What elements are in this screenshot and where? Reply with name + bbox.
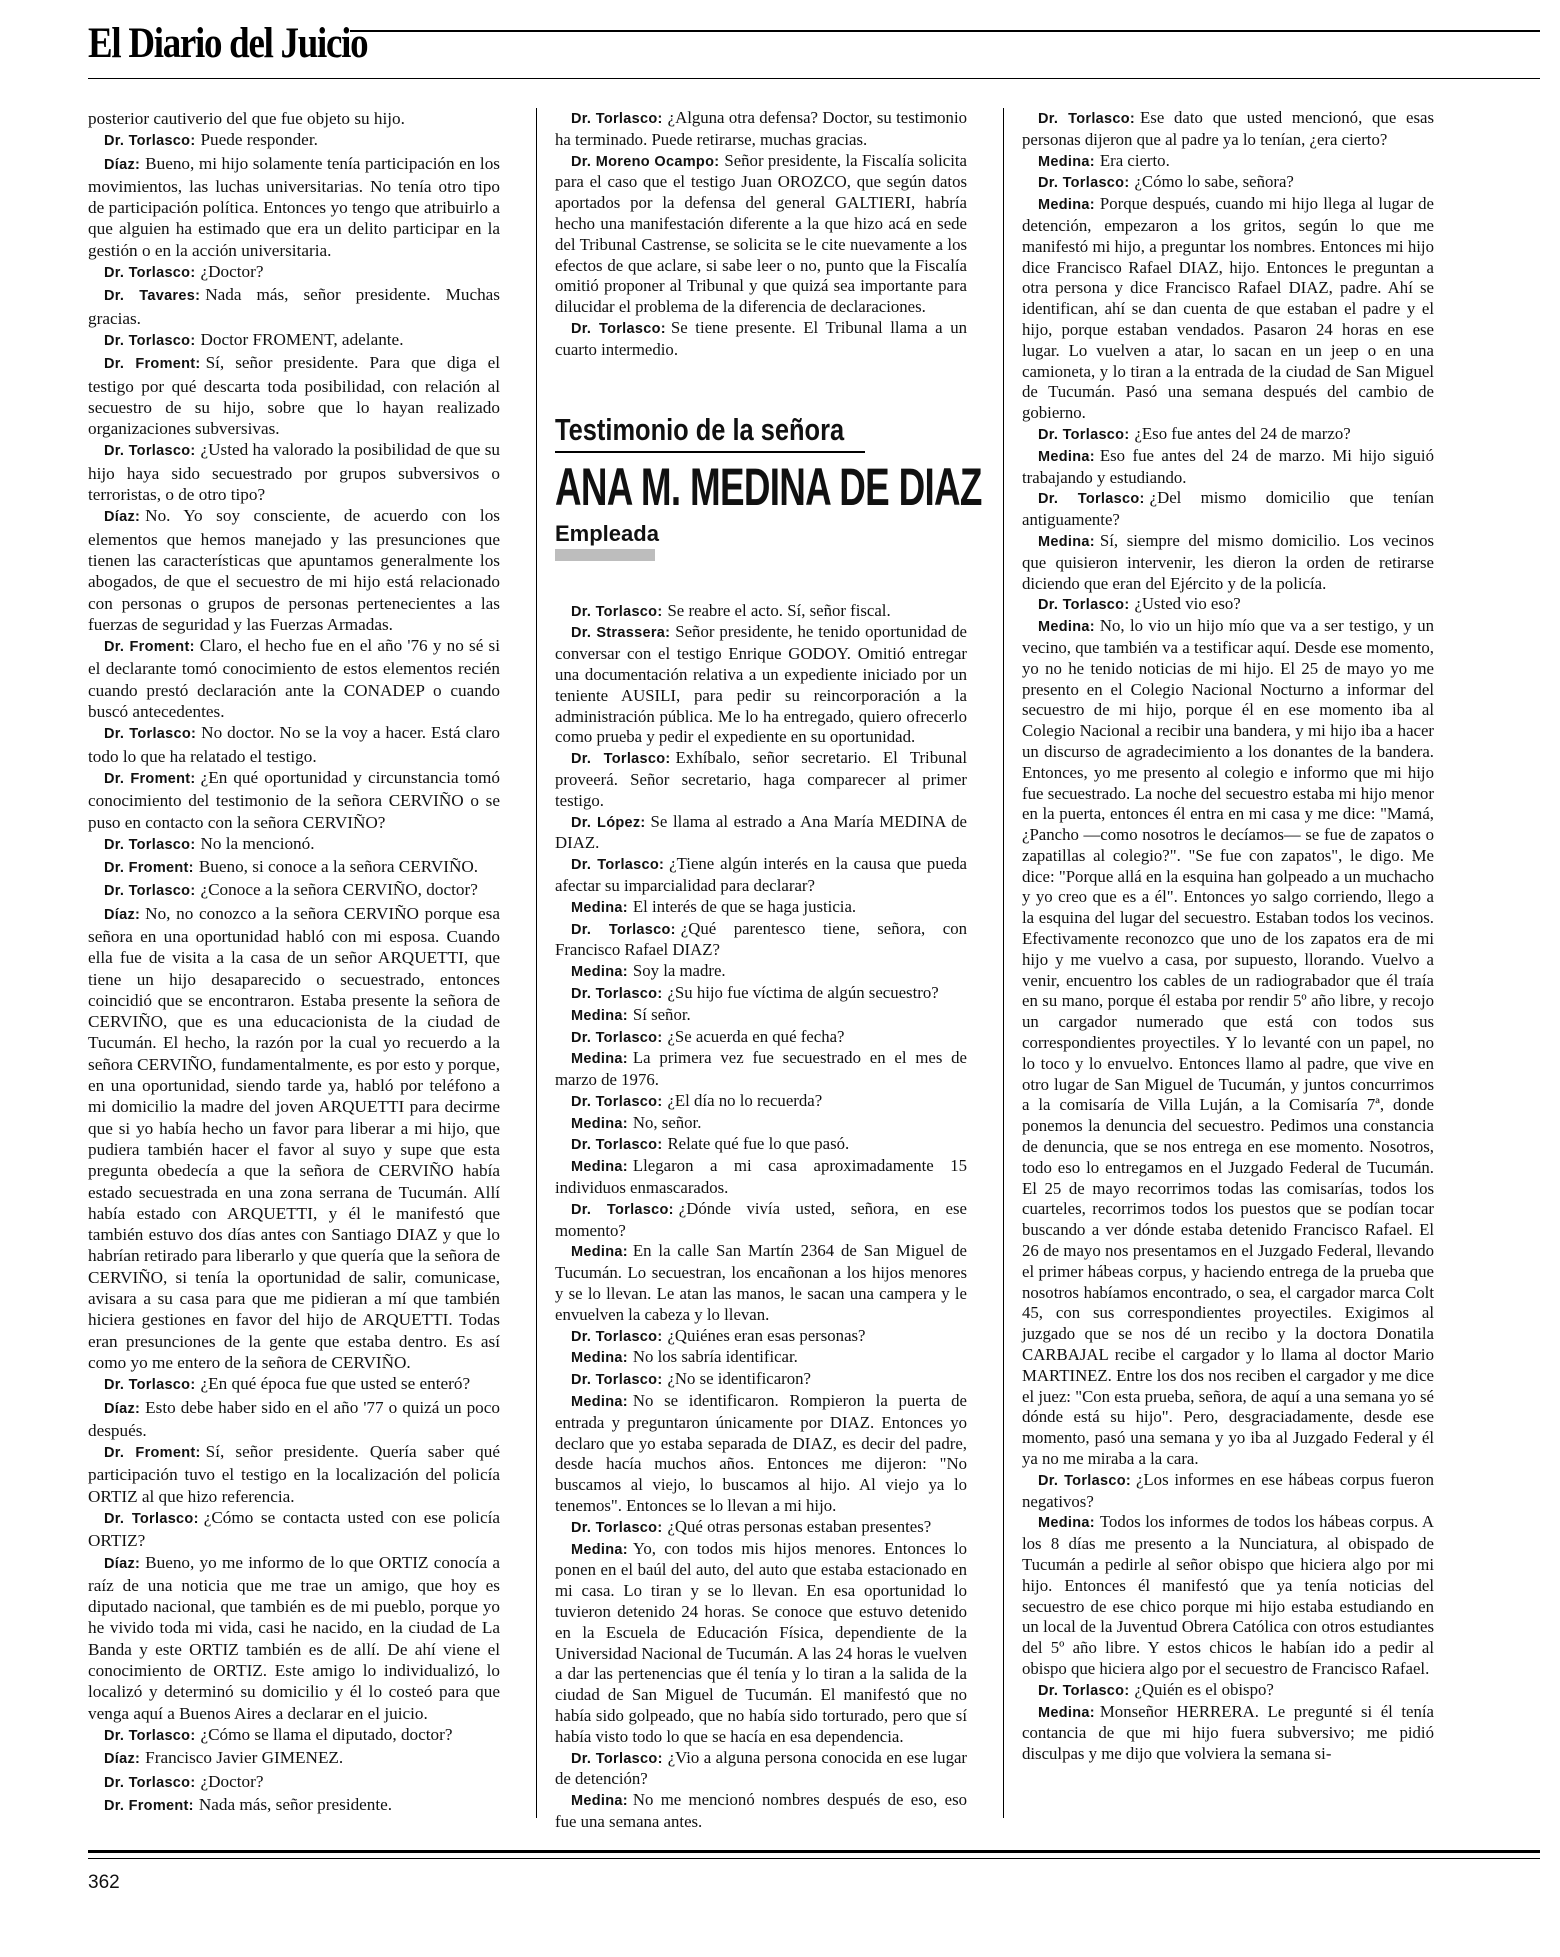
speaker-label: Díaz:: [104, 906, 141, 923]
speech-text: Todos los informes de todos los hábeas corpus. A los 8 días me presento a la Nunciatura, al obispado de Tucumán a pedirle al señor obispo que hiciera algo por mi hijo. Entonces él manifestó que ya tenía noticias del secuestro de ese chico porque mi hijo estaba estudiando en un local de la Juventud Obrera Católica con otros estudiantes del 5º año libre. Y estos chicos le habían ido a pedir al obispo que hiciera algo por el secuestro de Francisco Rafael.: [1022, 1512, 1434, 1678]
speech-text: Sí, siempre del mismo domicilio. Los vecinos que quisieron intervenir, les dieron la orden de retirarse diciendo que eran del Ejército y de la policía.: [1022, 530, 1434, 593]
transcript-paragraph: [555, 1005, 967, 1027]
transcript-paragraph: [88, 903, 500, 1374]
speaker-label: Dr. Torlasco:: [571, 111, 663, 127]
transcript-paragraph: [88, 505, 500, 635]
transcript-paragraph: [1022, 531, 1434, 594]
speech-text: ¿Alguna otra defensa? Doctor, su testimonio ha terminado. Puede retirarse, muchas gracias.: [555, 108, 967, 149]
speech-text: No doctor. No se la voy a hacer. Está claro todo lo que ha relatado el testigo.: [88, 723, 500, 766]
transcript-paragraph: [555, 983, 967, 1005]
speaker-label: Medina:: [571, 964, 628, 981]
page-number: 362: [88, 1872, 120, 1893]
transcript-paragraph: [88, 1397, 500, 1442]
speaker-label: Dr. Torlasco:: [104, 726, 197, 743]
transcript-paragraph: [88, 261, 500, 284]
speech-text: ¿Vio a alguna persona conocida en ese lugar de detención?: [555, 1747, 967, 1789]
speech-text: Claro, el hecho fue en el año '76 y no sé si el declarante tomó conocimiento de estos elementos recién cuando prestó declaración ante la CONADEP o cuando buscó antecedentes.: [88, 636, 500, 722]
speaker-label: Dr. Torlasco:: [1038, 491, 1145, 508]
speaker-label: Dr. Torlasco:: [104, 443, 196, 460]
column-divider: [1003, 108, 1004, 1818]
speech-text: Nada más, señor presidente. Muchas gracias.: [88, 285, 500, 328]
speaker-label: Dr. Torlasco:: [571, 1372, 663, 1389]
speaker-label: Dr. Torlasco:: [104, 265, 196, 282]
speaker-label: Medina:: [1038, 153, 1095, 170]
transcript-paragraph: [555, 854, 967, 897]
speaker-label: Medina:: [1038, 1515, 1095, 1532]
transcript-paragraph: [555, 748, 967, 811]
transcript-paragraph: [555, 1091, 967, 1113]
speaker-label: Dr. Strassera:: [571, 625, 671, 642]
transcript-paragraph: [1022, 488, 1434, 531]
speech-text: Se llama al estrado a Ana María MEDINA de DIAZ.: [555, 811, 967, 853]
speech-text: Se tiene presente. El Tribunal llama a un cuarto intermedio.: [555, 317, 968, 359]
speech-text: ¿Quién es el obispo?: [1134, 1679, 1274, 1699]
speaker-label: Dr. López:: [571, 814, 646, 831]
speaker-label: Medina:: [571, 1007, 628, 1024]
transcript-paragraph: [555, 1391, 967, 1517]
column-left: [88, 108, 500, 1817]
transcript-paragraph: [88, 1507, 500, 1552]
transcript-paragraph: [555, 1790, 967, 1833]
transcript-paragraph: [555, 1326, 967, 1348]
speech-text: Se reabre el acto. Sí, señor fiscal.: [667, 600, 891, 620]
speaker-label: Dr. Torlasco:: [1038, 1682, 1130, 1699]
speech-text: ¿Conoce a la señora CERVIÑO, doctor?: [200, 880, 478, 900]
speech-text: Sí, señor presidente. Quería saber qué participación tuvo el testigo en la localización del policía ORTIZ al que hizo referencia.: [88, 1442, 500, 1506]
speech-text: Exhíbalo, señor secretario. El Tribunal proveerá. Señor secretario, haga comparecer al primer testigo.: [555, 748, 967, 810]
speaker-label: Díaz:: [104, 509, 141, 526]
speech-text: ¿Cómo lo sabe, señora?: [1134, 172, 1294, 192]
transcript-paragraph: [555, 1048, 967, 1091]
transcript-paragraph: [555, 961, 967, 983]
transcript-paragraph: [555, 897, 967, 919]
speech-text: Señor presidente, he tenido oportunidad de conversar con el testigo Enrique GODOY. Omitió entregar una documentación relativa a un expediente iniciado por un teniente AUSILI, para pedir su reincorporación a la administración pública. Me lo ha entregado, quiero ofrecerlo como prueba y pedir el expediente en su oportunidad.: [555, 622, 967, 747]
speech-text: La primera vez fue secuestrado en el mes de marzo de 1976.: [555, 1048, 967, 1090]
speaker-label: Medina:: [571, 1350, 628, 1367]
header-underline: [88, 78, 1540, 79]
speech-text: Llegaron a mi casa aproximadamente 15 individuos enmascarados.: [555, 1156, 967, 1198]
testimony-lead: Testimonio de la señora: [555, 411, 845, 447]
speech-text: ¿No se identificaron?: [667, 1369, 811, 1389]
speaker-label: Díaz:: [104, 1555, 141, 1572]
column-divider: [536, 108, 537, 1818]
speaker-label: Medina:: [571, 1115, 628, 1132]
transcript-paragraph: [88, 1552, 500, 1724]
transcript-paragraph: [1022, 108, 1434, 151]
speaker-label: Dr. Torlasco:: [571, 751, 671, 768]
speech-text: No, no conozco a la señora CERVIÑO porque esa señora en una oportunidad habló con mi esposa. Cuando ella fue de visita a la casa de un señor ARQUETTI, que tiene un hijo desaparecido o secuestrado, entonces coincidió que se encontraron. Estaba presente la señora de CERVIÑO, que es una educacionista de la ciudad de Tucumán. El hecho, la razón por la cual yo recuerdo a la señora CERVIÑO, fundamentalmente, es por esto y porque, en una oportunidad, siendo tarde ya, habló por teléfono a mi domicilio la madre del joven ARQUETTI para decirme que si yo había hecho un favor para liberar a mi hijo, que pudiera también hacer el favor al suyo y supe que esta pregunta obedecía a que la señora de CERVIÑO había estado secuestrada en una zona serrana de Tucumán. Allí había estado con ARQUETTI, y él le manifestó que también estuvo dos días antes con Santiago DIAZ y que lo habrían retirado para liberarlo y que quería que la señora de CERVIÑO, si tenía la oportunidad de salir, comunicase, avisara a su casa para que me pidieran a mí que también hiciera gestiones en favor del hijo de ARQUETTI. Todas eran presunciones de la gente que estaba dentro. Es así como yo me entero de la señora de CERVIÑO.: [88, 903, 500, 1372]
transcript-paragraph: [555, 919, 967, 962]
speech-text: ¿Su hijo fue víctima de algún secuestro?: [667, 982, 939, 1002]
speaker-label: Dr. Torlasco:: [571, 921, 676, 938]
speaker-label: Dr. Torlasco:: [1038, 597, 1130, 614]
transcript-paragraph: [88, 1771, 500, 1794]
transcript-paragraph: [88, 1747, 500, 1770]
speech-text: Francisco Javier GIMENEZ.: [145, 1748, 344, 1768]
transcript-paragraph: [555, 1134, 967, 1156]
speaker-label: Dr. Torlasco:: [571, 603, 663, 620]
transcript-paragraph: [555, 1748, 967, 1791]
speech-text: Porque después, cuando mi hijo llega al lugar de detención, empezaron a los gritos, según lo que me manifestó mi hijo, a preguntar los nombres. Entonces mi hijo dice Francisco Rafael DIAZ, hijo. Entonces le preguntan a otra persona y dice Francisco Rafael DIAZ, padre. Ahí se identifican, ahí se dan cuenta de que estaban el padre y el hijo, porque estaban vendados. Pasaron 24 horas en ese lugar. Lo vuelven a atar, lo sacan en un jeep o en una camioneta, y lo tiran a la entrada de la ciudad de San Miguel de Tucumán. Pasó una semana después del cambio de gobierno.: [1022, 194, 1434, 423]
speech-text: ¿Qué otras personas estaban presentes?: [667, 1516, 932, 1536]
transcript-paragraph: [555, 1369, 967, 1391]
transcript-paragraph: [88, 1724, 500, 1747]
speech-text: Esto debe haber sido en el año '77 o quizá un poco después.: [88, 1397, 500, 1440]
speaker-label: Dr. Froment:: [104, 860, 194, 877]
testimony-rule: [555, 451, 865, 453]
speaker-label: Medina:: [571, 1541, 628, 1558]
speech-text: Eso fue antes del 24 de marzo. Mi hijo siguió trabajando y estudiando.: [1022, 445, 1434, 487]
speaker-label: Dr. Torlasco:: [571, 1093, 663, 1110]
speech-text: No me mencionó nombres después de eso, eso fue una semana antes.: [555, 1790, 967, 1831]
speech-text: ¿Usted ha valorado la posibilidad de que su hijo haya sido secuestrado por grupos subversivos o terroristas, o de otro tipo?: [88, 440, 500, 505]
transcript-paragraph: [88, 879, 500, 902]
transcript-block: [555, 108, 967, 361]
speaker-label: Medina:: [1038, 533, 1095, 550]
speaker-label: Dr. Torlasco:: [1038, 426, 1130, 443]
transcript-paragraph: [88, 352, 500, 439]
transcript-paragraph: [88, 284, 500, 329]
speaker-label: Dr. Moreno Ocampo:: [571, 153, 720, 170]
speaker-label: Medina:: [571, 1793, 628, 1810]
speech-text: Nada más, señor presidente.: [198, 1794, 393, 1814]
speech-text: ¿Eso fue antes del 24 de marzo?: [1134, 423, 1351, 443]
speaker-label: Dr. Torlasco:: [571, 1750, 663, 1767]
speech-text: No se identificaron. Rompieron la puerta de entrada y preguntaron únicamente por DIAZ. Entonces yo declaro que yo estaba separada de DIAZ, es decir del padre, desde hacía muchos años. Entonces me dijeron: "No buscamos al viejo, lo buscamos al hijo. Al viejo ya lo tenemos". Entonces se lo llevan a mi hijo.: [555, 1391, 967, 1516]
speech-text: ¿El día no lo recuerda?: [667, 1090, 823, 1110]
transcript-paragraph: [1022, 1702, 1434, 1765]
transcript-paragraph: [88, 1373, 500, 1396]
transcript-paragraph: [1022, 172, 1434, 194]
speech-text: Bueno, yo me informo de lo que ORTIZ conocía a raíz de una noticia que me trae un amigo, que hoy es diputado nacional, que también es de mi pueblo, porque yo he vivido toda mi vida, casi he nacido, en la ciudad de La Banda y este ORTIZ también es de allí. De ahí viene el conocimiento de ORTIZ. Este amigo lo individualizó, lo localizó y determinó su domicilio y él lo costeó para que venga aquí a Buenos Aires a declarar en el juicio.: [88, 1552, 500, 1723]
speaker-label: Díaz:: [104, 1400, 141, 1417]
speech-text: ¿Usted vio eso?: [1134, 594, 1241, 614]
speech-text: Puede responder.: [200, 130, 318, 150]
speech-text: ¿Cómo se contacta usted con ese policía ORTIZ?: [88, 1508, 500, 1551]
transcript-paragraph: [555, 601, 967, 623]
speaker-label: Dr. Froment:: [104, 1797, 194, 1814]
speech-text: El interés de que se haga justicia.: [632, 896, 857, 916]
transcript-paragraph: [88, 635, 500, 722]
speaker-label: Medina:: [571, 1051, 628, 1068]
transcript-paragraph: [555, 108, 967, 151]
speech-text: ¿Quiénes eran esas personas?: [667, 1325, 866, 1345]
transcript-paragraph: [555, 151, 967, 318]
transcript-paragraph: [1022, 1512, 1434, 1679]
speech-text: Era cierto.: [1099, 150, 1170, 170]
footer-rule: [88, 1850, 1540, 1853]
speaker-label: Dr. Torlasco:: [104, 1377, 196, 1394]
speaker-label: Dr. Torlasco:: [104, 1727, 196, 1744]
speaker-label: Dr. Torlasco:: [571, 857, 665, 874]
transcript-paragraph: [555, 1517, 967, 1539]
speaker-label: Dr. Torlasco:: [104, 836, 196, 853]
speech-text: posterior cautiverio del que fue objeto su hijo.: [88, 109, 405, 128]
speech-text: ¿Cómo se llama el diputado, doctor?: [200, 1724, 453, 1744]
transcript-paragraph: [1022, 594, 1434, 616]
speaker-label: Medina:: [1038, 197, 1095, 214]
masthead-rule: [350, 30, 1540, 32]
transcript-paragraph: [555, 1113, 967, 1135]
speaker-label: Dr. Froment:: [104, 770, 196, 787]
transcript-paragraph: [555, 812, 967, 855]
speaker-label: Medina:: [1038, 1704, 1095, 1721]
speaker-label: Dr. Torlasco:: [571, 985, 663, 1002]
witness-occupation: Empleada: [555, 520, 659, 546]
speech-text: ¿En qué época fue que usted se enteró?: [200, 1374, 471, 1394]
speech-text: Monseñor HERRERA. Le pregunté si él tenía contancia de que mi hijo fuera subversivo; me pidió disculpas y me dijo que volviera la semana si-: [1022, 1701, 1434, 1764]
transcript-paragraph: [88, 833, 500, 856]
speaker-label: Dr. Torlasco:: [1038, 1472, 1131, 1489]
transcript-paragraph: [88, 767, 500, 833]
speaker-label: Dr. Torlasco:: [104, 1774, 196, 1791]
speaker-label: Medina:: [571, 1244, 628, 1261]
transcript-paragraph: [88, 108, 500, 129]
testimony-heading: [555, 411, 982, 561]
speaker-label: Dr. Torlasco:: [104, 133, 196, 150]
transcript-paragraph: [1022, 616, 1434, 1470]
speech-text: Sí, señor presidente. Para que diga el testigo por qué descarta toda posibilidad, con relación al secuestro de su hijo, sobre que lo hayan realizado organizaciones subversivas.: [88, 353, 500, 439]
column-right: [1022, 108, 1434, 1765]
speech-text: ¿Del mismo domicilio que tenían antiguamente?: [1022, 488, 1434, 530]
transcript-paragraph: [88, 153, 500, 261]
transcript-paragraph: [555, 318, 967, 361]
column-middle: [555, 108, 982, 1833]
transcript-paragraph: [88, 1794, 500, 1817]
transcript-block: [555, 601, 967, 1833]
transcript-paragraph: [1022, 1470, 1434, 1513]
speech-text: Ese dato que usted mencionó, que esas personas dijeron que al padre ya lo tenían, ¿era cierto?: [1022, 108, 1434, 149]
transcript-paragraph: [1022, 194, 1434, 424]
speaker-label: Dr. Froment:: [104, 1445, 201, 1462]
speaker-label: Medina:: [1038, 448, 1095, 465]
transcript-paragraph: [555, 1347, 967, 1369]
speaker-label: Dr. Torlasco:: [104, 332, 196, 349]
transcript-paragraph: [555, 1156, 967, 1199]
transcript-paragraph: [1022, 151, 1434, 173]
transcript-paragraph: [88, 722, 500, 767]
footer-rule-thin: [88, 1858, 1540, 1859]
transcript-paragraph: [88, 329, 500, 352]
masthead-title: El Diario del Juicio: [88, 20, 368, 67]
speech-text: ¿Qué parentesco tiene, señora, con Francisco Rafael DIAZ?: [555, 918, 967, 960]
occupation-bar: [555, 549, 655, 561]
speaker-label: Dr. Torlasco:: [571, 1029, 663, 1046]
transcript-paragraph: [555, 1199, 967, 1242]
transcript-paragraph: [555, 1241, 967, 1325]
speaker-label: Dr. Torlasco:: [571, 320, 666, 337]
transcript-paragraph: [555, 622, 967, 748]
speech-text: No la mencionó.: [200, 833, 315, 853]
transcript-paragraph: [1022, 446, 1434, 489]
speech-text: Señor presidente, la Fiscalía solicita para el caso que el testigo Juan OROZCO, que según datos aportados por la defensa del general GALTIERI, habría hecho una manifestación diferente a la que hizo acá en sede del Tribunal Castrense, se solicita se le cite nuevamente a los efectos de que aclare, si sabe leer o no, punto que la Fiscalía omitió proponer al Tribunal y que quizá sea importante para dilucidar el problema de la diferencia de declaraciones.: [555, 150, 967, 317]
transcript-paragraph: [88, 439, 500, 505]
speaker-label: Dr. Torlasco:: [571, 1519, 663, 1536]
speaker-label: Medina:: [571, 1159, 628, 1176]
speech-text: En la calle San Martín 2364 de San Miguel de Tucumán. Lo secuestran, los encañonan a los hijos menores y se lo llevan. Le atan las manos, le sacan una campera y le envuelven la cabeza y lo llevan.: [555, 1241, 967, 1324]
speaker-label: Medina:: [571, 899, 628, 916]
speech-text: ¿Tiene algún interés en la causa que pueda afectar su imparcialidad para declarar?: [555, 854, 968, 895]
speech-text: No los sabría identificar.: [632, 1347, 798, 1367]
transcript-paragraph: [555, 1539, 967, 1748]
transcript-paragraph: [1022, 424, 1434, 446]
speech-text: ¿En qué oportunidad y circunstancia tomó conocimiento del testimonio de la señora CERVIÑO o se puso en contacto con la señora CERVIÑO?: [88, 767, 500, 832]
transcript-paragraph: [88, 129, 500, 152]
transcript-paragraph: [1022, 1680, 1434, 1702]
transcript-paragraph: [88, 1441, 500, 1507]
speech-text: No, señor.: [632, 1112, 702, 1132]
speaker-label: Dr. Torlasco:: [1038, 175, 1130, 192]
speaker-label: Dr. Torlasco:: [571, 1137, 663, 1154]
speaker-label: Díaz:: [104, 1751, 141, 1768]
transcript-paragraph: [88, 856, 500, 879]
speaker-label: Dr. Torlasco:: [571, 1328, 663, 1345]
speech-text: Yo, con todos mis hijos menores. Entonces lo ponen en el baúl del auto, del auto que estaba estacionado en mi casa. Lo tiran y se lo llevan. En esa oportunidad lo tuvieron detenido 24 horas. Se conoce que estuvo detenido en la Escuela de Educación Física, dependiente de la Universidad Nacional de Tucumán. A las 24 horas le vuelven a dar las pertenencias que él tenía y lo tiran a la salida de la ciudad de San Miguel de Tucumán. El manifestó que no había sido golpeado, que no había sido torturado, pero que sí había visto todo lo que se hacía en esa dependencia.: [555, 1538, 967, 1746]
speech-text: Bueno, si conoce a la señora CERVIÑO.: [198, 857, 479, 877]
transcript-paragraph: [555, 1027, 967, 1049]
speech-text: No. Yo soy consciente, de acuerdo con los elementos que hemos manejado y las presunciones que tienen las características que apuntamos generalmente los abogados, de que el secuestro de mi hijo está relacionado con personas o grupos de personas pertenecientes a las fuerzas de seguridad y las Fuerzas Armadas.: [88, 506, 500, 634]
speech-text: Doctor FROMENT, adelante.: [200, 329, 404, 349]
speech-text: Bueno, mi hijo solamente tenía participación en los movimientos, las luchas universitarias. No tenía otro tipo de participación política. Entonces yo tengo que atribuirlo a que alguien ha estimado que era un delito participar en la gestión o en la acción universitaria.: [88, 153, 500, 260]
speech-text: Relate qué fue lo que pasó.: [667, 1134, 850, 1154]
speech-text: ¿Los informes en ese hábeas corpus fueron negativos?: [1022, 1469, 1434, 1511]
speaker-label: Dr. Torlasco:: [104, 883, 196, 900]
speaker-label: Medina:: [1038, 619, 1095, 636]
witness-name: ANA M. MEDINA DE DIAZ: [555, 457, 982, 517]
speaker-label: Díaz:: [104, 156, 141, 173]
speech-text: No, lo vio un hijo mío que va a ser testigo, y un vecino, que también va a testificar aquí. Desde ese momento, yo no he tenido noticias de mi hijo. El 25 de mayo yo me presento en el Colegio Nacional Nocturno a informar del secuestro de mi hijo, porque él en ese momento iba al Colegio Nacional a recibir una bandera, y mi hijo iba a hacer un discurso de agradecimiento a los donantes de la bandera. Entonces, yo me presento al colegio e informo que mi hijo fue secuestrado. La noche del secuestro estaba mi hijo menor en la puerta, entonces él entra en mi casa y me dice: "Mamá, ¿Pancho —como nosotros le decíamos— se fue de zapatos o zapatillas al colegio?". "Se fue con zapatos", le digo. Me dice: "Porque allá en la esquina han golpeado a un muchacho y yo creo que es a él". Entonces yo salgo corriendo, llego a la esquina del lugar del secuestro. Estaban todos los vecinos. Efectivamente reconozco que uno de los zapatos era de mi hijo y me vuelvo a casa, por supuesto, llorando. Vuelvo a venir, encuentro los cables de un radiograbador que él traía en su mano, porque él estaba por rendir 5º año libre, y recojo un cargador numerado que está con todos sus correspondientes proyectiles. Y lo levanté con un papel, no lo toco y lo envuelvo. Entonces llamo al padre, que vive en otro lugar de San Miguel de Tucumán, y juntos concurrimos a la comisaría de Villa Luján, a la Comisaría 7ª, donde ponemos la denuncia del secuestro. Pedimos una constancia de denuncia, que se nos entrega en ese momento. Nosotros, todo eso lo entregamos en el Juzgado Federal de Tucumán. El 25 de mayo recorrimos todas las comisarías, todos los cuarteles, recorrimos todos los puestos que se podían tocar buscando a ver dónde estaba detenido Francisco Rafael. El 26 de mayo nos presentamos en el Juzgado Federal, llevando el primer hábeas corpus, y haciendo entrega de la prueba que nosotros habíamos encontrado, o sea, el cargador marca Colt 45, con sus correspondientes proyectiles. Exigimos al juzgado que se nos dé un recibo y la doctora Donatila CARBAJAL recibe el cargador y lo llama al doctor Mario MARTINEZ. Entre los dos nos reciben el cargador y me dice el juez: "Con esta prueba, señora, de aquí a una semana yo sé dónde está su hijo". Pero, desgraciadamente, desde ese momento, pasó una semana y yo iba al Juzgado Federal y él ya no me miraba a la cara.: [1022, 616, 1434, 1468]
speech-text: ¿Se acuerda en qué fecha?: [667, 1026, 845, 1046]
speaker-label: Dr. Torlasco:: [104, 1511, 199, 1527]
speech-text: Sí señor.: [632, 1004, 691, 1024]
speech-text: ¿Doctor?: [200, 1771, 264, 1791]
speaker-label: Dr. Tavares:: [104, 288, 201, 305]
speaker-label: Dr. Torlasco:: [1038, 111, 1136, 127]
speech-text: ¿Dónde vivía usted, señora, en ese momento?: [555, 1198, 967, 1240]
speech-text: ¿Doctor?: [200, 262, 264, 282]
speaker-label: Dr. Froment:: [104, 639, 195, 656]
speaker-label: Dr. Froment:: [104, 356, 201, 373]
speech-text: Soy la madre.: [632, 961, 726, 981]
speaker-label: Medina:: [571, 1394, 628, 1411]
speaker-label: Dr. Torlasco:: [571, 1201, 674, 1218]
